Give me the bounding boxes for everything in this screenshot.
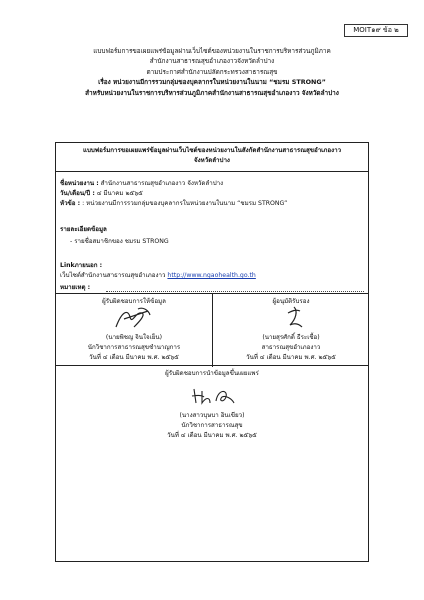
- right-signer-date: วันที่ ๔ เดือน มีนาคม พ.ศ. ๒๕๖๕: [246, 354, 336, 361]
- header-for-agency: สำหรับหน่วยงานในราชการบริหารส่วนภูมิภาคสำนักงานสาธารณสุขอำเภองาว จังหวัดลำปาง: [85, 88, 339, 97]
- bottom-signer-name: (นางสาวบุษบา อินเขียว): [179, 412, 245, 419]
- header-subject: เรื่อง หน่วยงานมีการรวมกลุ่มของบุคลากรในหน่วยงานในนาม “ชมรม STRONG”: [98, 78, 326, 87]
- date-label: วัน/เดือน/ปี :: [60, 190, 95, 197]
- bottom-signature-icon: [188, 383, 238, 409]
- document-tag: MOIT๑๙ ข้อ ๒: [344, 24, 408, 37]
- left-signature-icon: [108, 305, 158, 333]
- topic-label: หัวข้อ :: [60, 200, 81, 207]
- date-row: [60, 189, 143, 198]
- header-line-1: แบบฟอร์มการขอเผยแพร่ข้อมูลผ่านเว็บไซต์ของหน่วยงานในราชการบริหารส่วนภูมิภาค: [93, 47, 331, 55]
- form-title-line-1: แบบฟอร์มการขอเผยแพร่ข้อมูลผ่านเว็บไซต์ของหน่วยงานในสังกัดสำนักงานสาธารณสุขอำเภองาว: [82, 147, 342, 154]
- note-dotted-line: [106, 291, 364, 292]
- bottom-signer-date: วันที่ ๔ เดือน มีนาคม พ.ศ. ๒๕๖๕: [167, 432, 257, 439]
- detail-label: รายละเอียดข้อมูล: [60, 226, 107, 233]
- date-value: ๔ มีนาคม ๒๕๖๕: [96, 190, 143, 197]
- topic-value: : หน่วยงานมีการรวมกลุ่มของบุคลากรในหน่วยงานในนาม “ชมรม STRONG”: [82, 200, 288, 207]
- topic-row: [60, 199, 287, 208]
- left-signer-position: นักวิชาการสาธารณสุขชำนาญการ: [87, 344, 181, 351]
- divider-bottom-signature: [56, 365, 368, 366]
- external-link-row: [60, 271, 256, 280]
- form-title-line-2: จังหวัดลำปาง: [194, 157, 230, 164]
- right-signature-icon: [276, 303, 312, 331]
- agency-value: สำนักงานสาธารณสุขอำเภองาว จังหวัดลำปาง: [100, 180, 224, 187]
- external-link-label: Linkภายนอก :: [60, 262, 103, 269]
- agency-row: [60, 179, 223, 188]
- bottom-signer-role: ผู้รับผิดชอบการนำข้อมูลขึ้นเผยแพร่: [165, 370, 259, 377]
- right-signer-role: ผู้อนุมัติรับรอง: [272, 298, 310, 305]
- left-signer-name: (นายพิชญ จินใจเย็น): [105, 334, 163, 341]
- note-label: หมายเหตุ :: [60, 284, 91, 291]
- header-line-2: สำนักงานสาธารณสุขอำเภองาวจังหวัดลำปาง: [149, 57, 275, 66]
- form-title: [56, 143, 368, 172]
- header-line-3: ตามประกาศสำนักงานปลัดกระทรวงสาธารณสุข: [146, 67, 278, 76]
- external-link-prefix: เว็บไซต์สำนักงานสาธารณสุขอำเภองาว: [60, 272, 166, 279]
- external-link-url[interactable]: http://www.ngaohealth.go.th: [167, 272, 256, 279]
- left-signer-role: ผู้รับผิดชอบการให้ข้อมูล: [102, 298, 166, 305]
- left-signer-date: วันที่ ๔ เดือน มีนาคม พ.ศ. ๒๕๖๕: [89, 354, 179, 361]
- right-signer-position: สาธารณสุขอำเภองาว: [261, 344, 321, 351]
- agency-label: ชื่อหน่วยงาน :: [60, 180, 99, 187]
- right-signer-name: (นายสุรศักดิ์ ธีระเชื้อ): [262, 334, 320, 341]
- detail-item: - รายชื่อสมาชิกของ ชมรม STRONG: [70, 238, 169, 245]
- publication-form: [55, 142, 369, 562]
- bottom-signer-position: นักวิชาการสาธารณสุข: [181, 422, 243, 429]
- document-header: [20, 46, 404, 98]
